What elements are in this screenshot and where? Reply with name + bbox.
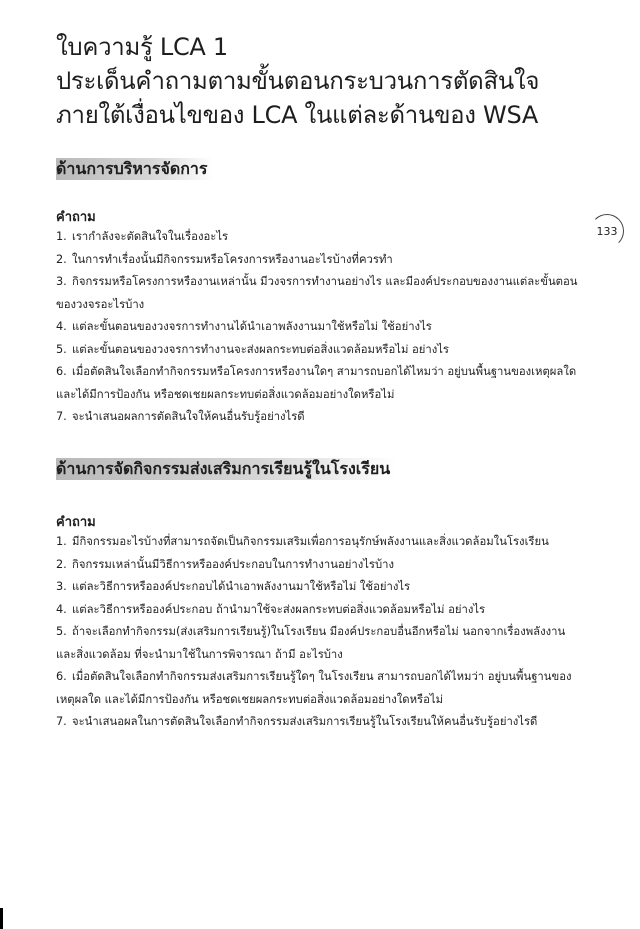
list-item: 3. แต่ละวิธีการหรือองค์ประกอบได้นำเอาพลังงานมาใช้หรือไม่ ใช้อย่างไร — [56, 580, 411, 593]
section-heading-management — [56, 158, 217, 180]
question-label: คำถาม — [56, 515, 96, 530]
list-item: 1. เรากำลังจะตัดสินใจในเรื่องอะไร — [56, 230, 229, 243]
list-item: 7. จะนำเสนอผลการตัดสินใจให้คนอื่นรับรู้อย่างไรดี — [56, 410, 305, 423]
question-list-management — [56, 226, 578, 429]
list-item: 2. กิจกรรมเหล่านั้นมีวิธีการหรือองค์ประกอบในการทำงานอย่างไรบ้าง — [56, 557, 394, 571]
title-line-3: ภายใต้เงื่อนไขของ LCA ในแต่ละด้านของ WSA — [56, 101, 538, 129]
question-label: คำถาม — [56, 210, 96, 225]
list-item: 6. เมื่อตัดสินใจเลือกทำกิจกรรมหรือโครงการหรืองานใดๆ สามารถบอกได้ไหมว่า อยู่บนพื้นฐานของเหตุผลใด และได้มีการป้องกัน หรือชดเชยผลกระทบต่อสิ่งแวดล้อมอย่างใดหรือไม่ — [56, 365, 577, 401]
section-heading-activities — [56, 458, 400, 480]
title-block — [56, 30, 616, 132]
list-item: 1. มีกิจกรรมอะไรบ้างที่สามารถจัดเป็นกิจกรรมเสริมเพื่อการอนุรักษ์พลังงานและสิ่งแวดล้อมในโรงเรียน — [56, 535, 549, 548]
list-item: 6. เมื่อตัดสินใจเลือกทำกิจกรรมส่งเสริมการเรียนรู้ใดๆ ในโรงเรียน สามารถบอกได้ไหมว่า อยู่บนพื้นฐานของเหตุผลใด และได้มีการป้องกัน หรือชดเชยผลกระทบต่อสิ่งแวดล้อมอย่างใดหรือไม่ — [56, 670, 572, 706]
list-item: 7. จะนำเสนอผลในการตัดสินใจเลือกทำกิจกรรมส่งเสริมการเรียนรู้ในโรงเรียนให้คนอื่นรับรู้อย่างไรดี — [56, 715, 538, 728]
list-item: 3. กิจกรรมหรือโครงการหรืองานเหล่านั้น มีวงจรการทำงานอย่างไร และมีองค์ประกอบของงานแต่ละขั้นตอนของวงจรอะไรบ้าง — [56, 275, 578, 311]
list-item: 5. แต่ละขั้นตอนของวงจรการทำงานจะส่งผลกระทบต่อสิ่งแวดล้อมหรือไม่ อย่างไร — [56, 342, 450, 356]
question-list-activities — [56, 531, 578, 734]
title-line-1: ใบความรู้ LCA 1 — [56, 33, 228, 61]
list-item: 2. ในการทำเรื่องนั้นมีกิจกรรมหรือโครงการหรืองานอะไรบ้างที่ควรทำ — [56, 252, 393, 266]
list-item: 4. แต่ละวิธีการหรือองค์ประกอบ ถ้านำมาใช้จะส่งผลกระทบต่อสิ่งแวดล้อมหรือไม่ อย่างไร — [56, 602, 486, 616]
page-number: 133 — [590, 214, 624, 248]
list-item: 5. ถ้าจะเลือกทำกิจกรรม(ส่งเสริมการเรียนรู้)ในโรงเรียน มีองค์ประกอบอื่นอีกหรือไม่ นอกจากเรื่องพลังงานและสิ่งแวดล้อม ที่จะนำมาใช้ในการพิจารณา ถ้ามี อะไรบ้าง — [56, 625, 566, 661]
scan-edge-mark — [0, 908, 3, 929]
list-item: 4. แต่ละขั้นตอนของวงจรการทำงานได้นำเอาพลังงานมาใช้หรือไม่ ใช้อย่างไร — [56, 320, 432, 333]
section-heading-text: ด้านการจัดกิจกรรมส่งเสริมการเรียนรู้ในโรงเรียน — [56, 458, 396, 480]
title-line-2: ประเด็นคำถามตามขั้นตอนกระบวนการตัดสินใจ — [56, 67, 540, 95]
section-heading-text: ด้านการบริหารจัดการ — [56, 158, 213, 180]
